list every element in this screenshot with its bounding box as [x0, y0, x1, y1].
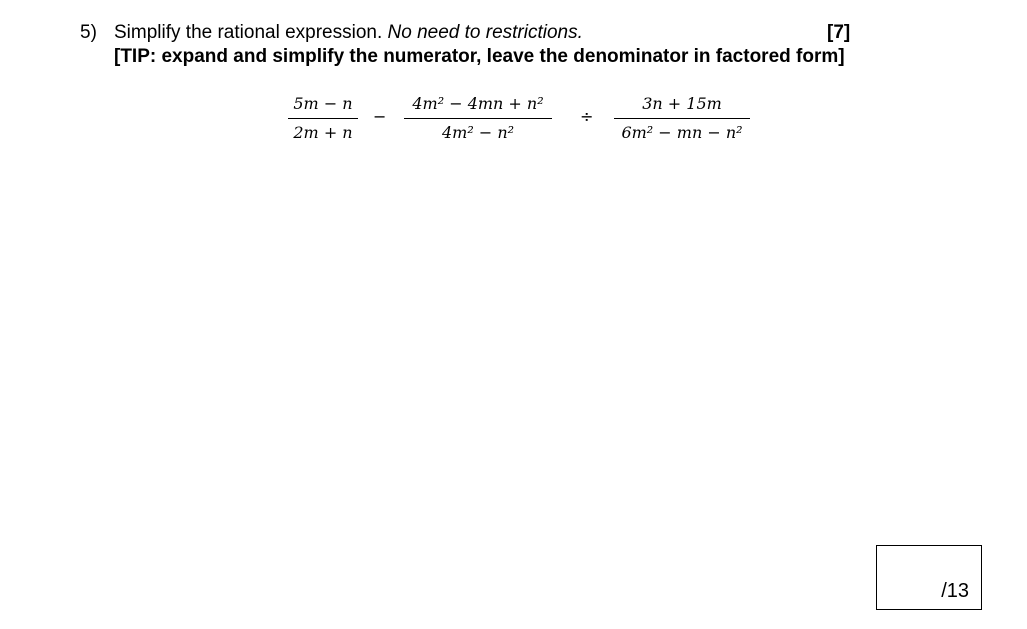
score-box [876, 545, 982, 610]
fraction-1 [288, 94, 358, 143]
fraction-1-numerator: 5m − n [293, 94, 353, 113]
fraction-1-denominator: 2m + n [293, 123, 353, 142]
fraction-3-denominator: 6m² − mn − n² [621, 123, 743, 142]
question-tip: [TIP: expand and simplify the numerator, leave the denominator in factored form] [114, 46, 845, 67]
question-number: 5) [80, 22, 97, 43]
fraction-2 [404, 94, 552, 143]
question-marks: [7] [827, 22, 851, 43]
question-note: No need to restrictions. [387, 22, 583, 43]
divide-operator: ÷ [580, 107, 594, 126]
fraction-3-numerator: 3n + 15m [642, 94, 722, 113]
question-text [114, 21, 583, 45]
fraction-2-denominator: 4m² − n² [441, 123, 515, 142]
fraction-3 [614, 94, 750, 143]
minus-operator: − [373, 107, 387, 126]
question-instruction: Simplify the rational expression. [114, 22, 388, 43]
score-total: /13 [941, 580, 969, 602]
fraction-2-numerator: 4m² − 4mn + n² [412, 94, 544, 113]
